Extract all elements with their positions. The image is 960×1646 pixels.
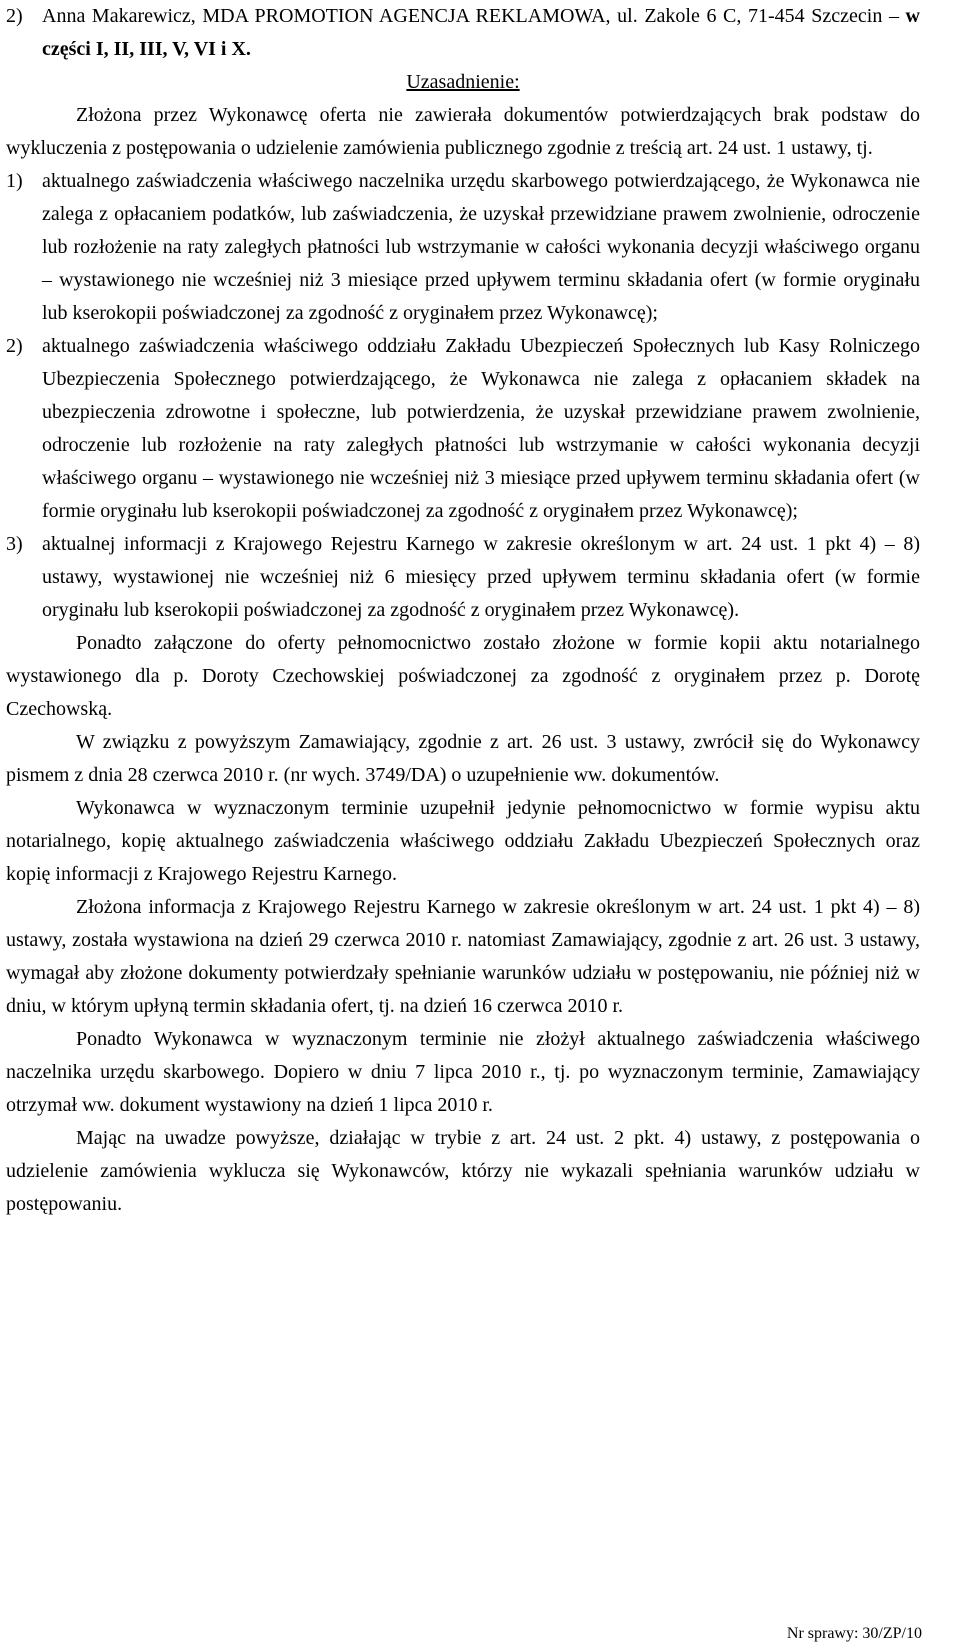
list-item-number: 1) xyxy=(6,170,23,192)
contractor-parts: w części I, II, III, V, VI i X. xyxy=(42,5,920,60)
contractor-entry xyxy=(6,0,920,66)
list-item-number: 2) xyxy=(6,335,23,357)
list-item xyxy=(6,165,920,330)
paragraph-power-of-attorney: Ponadto załączone do oferty pełnomocnictwo zostało złożone w formie kopii aktu notarialnego wystawionego dla p. Doroty Czechowskiej poświadczonej za zgodność z oryginałem przez p. Dorotę Czechowską. xyxy=(6,632,920,720)
list-item-text: aktualnego zaświadczenia właściwego naczelnika urzędu skarbowego potwierdzającego, że Wykonawca nie zalega z opłacaniem podatków, lub zaświadczenia, że uzyskał przewidziane prawem zwolnienie, odroczenie lub rozłożenie na raty zaległych płatności lub wstrzymanie w całości wykonania decyzji właściwego organu – wystawionego nie wcześniej niż 3 miesiące przed upływem terminu składania ofert (w formie oryginału lub kserokopii poświadczonej za zgodność z oryginałem przez Wykonawcę); xyxy=(42,170,920,324)
list-item xyxy=(6,330,920,528)
paragraph-request-letter: W związku z powyższym Zamawiający, zgodnie z art. 26 ust. 3 ustawy, zwrócił się do Wykonawcy pismem z dnia 28 czerwca 2010 r. (nr wych. 3749/DA) o uzupełnienie ww. dokumentów. xyxy=(6,731,920,786)
justification-intro: Złożona przez Wykonawcę oferta nie zawierała dokumentów potwierdzających brak podstaw do wykluczenia z postępowania o udzielenie zamówienia publicznego zgodnie z treścią art. 24 ust. 1 ustawy, tj. xyxy=(6,104,920,159)
paragraph-exclusion: Mając na uwadze powyższe, działając w trybie z art. 24 ust. 2 pkt. 4) ustawy, z postępowania o udzielenie zamówienia wyklucza się Wykonawców, którzy nie wykazali spełniania warunków udziału w postępowaniu. xyxy=(6,1127,920,1215)
list-item-text: aktualnego zaświadczenia właściwego oddziału Zakładu Ubezpieczeń Społecznych lub Kasy Rolniczego Ubezpieczenia Społecznego potwierdzającego, że Wykonawca nie zalega z opłacaniem składek na ubezpieczenia zdrowotne i społeczne, lub potwierdzenia, że uzyskał przewidziane prawem zwolnienie, odroczenie lub rozłożenie na raty zaległych płatności lub wstrzymanie w całości wykonania decyzji właściwego organu – wystawionego nie wcześniej niż 3 miesiące przed upływem terminu składania ofert (w formie oryginału lub kserokopii poświadczonej za zgodność z oryginałem przez Wykonawcę); xyxy=(42,335,920,522)
paragraph-criminal-record: Złożona informacja z Krajowego Rejestru Karnego w zakresie określonym w art. 24 ust. 1 pkt 4) – 8) ustawy, została wystawiona na dzień 29 czerwca 2010 r. natomiast Zamawiający, zgodnie z art. 26 ust. 3 ustawy, wymagał aby złożone dokumenty potwierdzały spełnianie warunków udziału w postępowaniu, nie później niż w dniu, w którym upłyną termin składania ofert, tj. na dzień 16 czerwca 2010 r. xyxy=(6,896,920,1017)
list-item-number: 3) xyxy=(6,533,23,555)
justification-heading xyxy=(6,66,920,99)
list-item xyxy=(6,528,920,627)
entry-number: 2) xyxy=(6,5,23,27)
paragraph-supplement: Wykonawca w wyznaczonym terminie uzupełnił jedynie pełnomocnictwo w formie wypisu aktu notarialnego, kopię aktualnego zaświadczenia właściwego oddziału Zakładu Ubezpieczeń Społecznych oraz kopię informacji z Krajowego Rejestru Karnego. xyxy=(6,797,920,885)
paragraph-tax-certificate: Ponadto Wykonawca w wyznaczonym terminie nie złożył aktualnego zaświadczenia właściwego naczelnika urzędu skarbowego. Dopiero w dniu 7 lipca 2010 r., tj. po wyznaczonym terminie, Zamawiający otrzymał ww. dokument wystawiony na dzień 1 lipca 2010 r. xyxy=(6,1028,920,1116)
missing-documents-list xyxy=(6,165,920,627)
contractor-address: Anna Makarewicz, MDA PROMOTION AGENCJA REKLAMOWA, ul. Zakole 6 C, 71-454 Szczecin – xyxy=(42,5,906,27)
list-item-text: aktualnej informacji z Krajowego Rejestru Karnego w zakresie określonym w art. 24 ust. 1 pkt 4) – 8) ustawy, wystawionej nie wcześniej niż 6 miesięcy przed upływem terminu składania ofert (w formie oryginału lub kserokopii poświadczonej za zgodność z oryginałem przez Wykonawcę). xyxy=(42,533,920,621)
document-page xyxy=(6,0,920,1221)
case-number: Nr sprawy: 30/ZP/10 xyxy=(786,1625,922,1642)
justification-title: Uzasadnienie: xyxy=(406,71,520,93)
